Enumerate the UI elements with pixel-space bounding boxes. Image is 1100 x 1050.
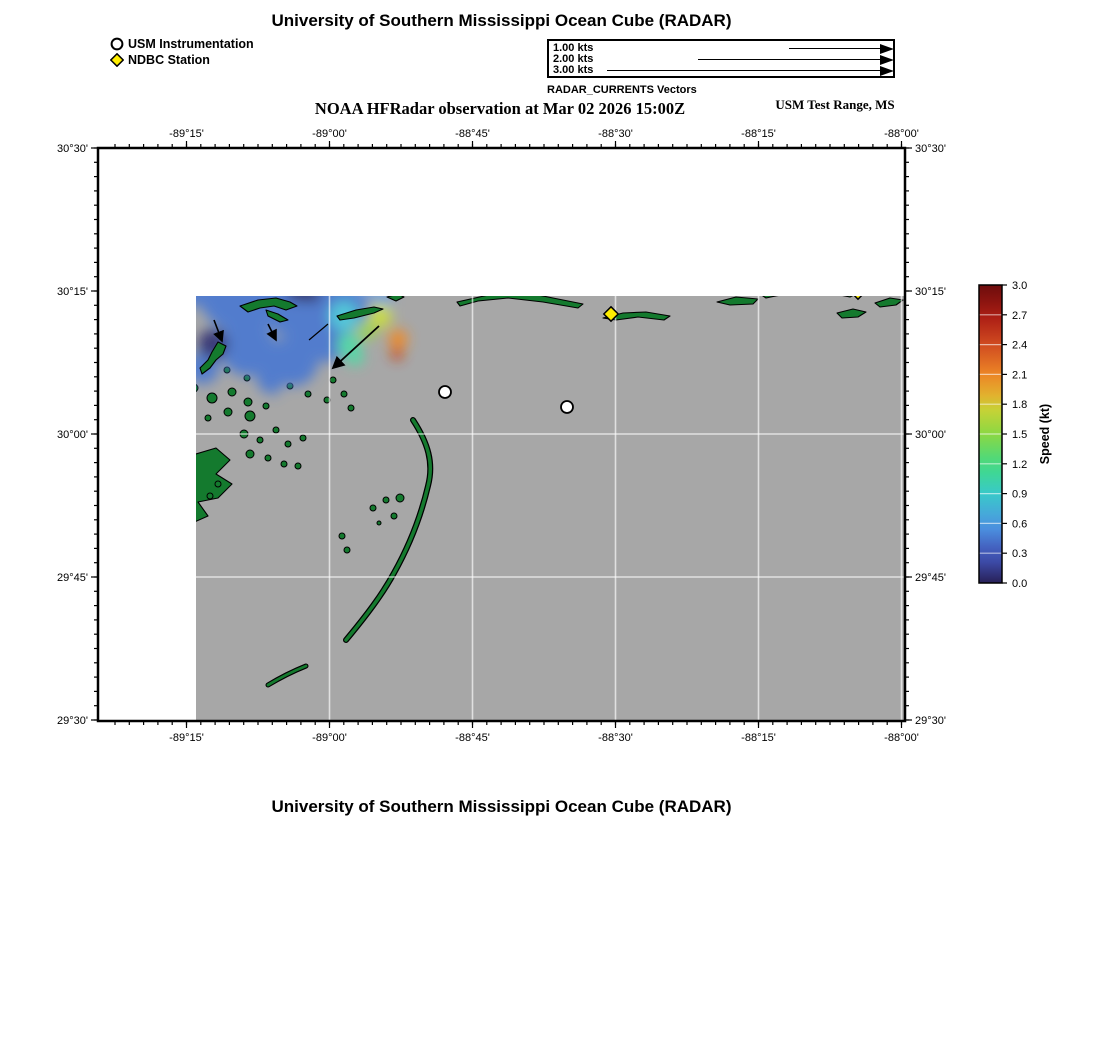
y-tick-label-right: 30°00' bbox=[915, 429, 946, 441]
speed-blob bbox=[269, 385, 279, 395]
y-tick-label-right: 29°45' bbox=[915, 572, 946, 584]
observation-subtitle: NOAA HFRadar observation at Mar 02 2026 15:00Z bbox=[314, 99, 686, 118]
y-tick-label-left: 29°30' bbox=[57, 715, 88, 727]
current-vector-arrow bbox=[158, 266, 187, 284]
speed-blob bbox=[237, 212, 289, 264]
speed-blob bbox=[391, 348, 403, 360]
current-vector-arrow bbox=[216, 262, 227, 273]
page-title: University of Southern Mississippi Ocean Cube (RADAR) bbox=[271, 11, 732, 30]
y-tick-label-right: 30°15' bbox=[915, 286, 946, 298]
legend-usm-label: USM Instrumentation bbox=[128, 37, 254, 51]
map-area bbox=[98, 148, 905, 721]
vector-scale-caption: RADAR_CURRENTS Vectors bbox=[547, 84, 697, 96]
footer-title: University of Southern Mississippi Ocean Cube (RADAR) bbox=[271, 797, 732, 816]
y-tick-label-left: 29°45' bbox=[57, 572, 88, 584]
colorbar-tick-label: 1.2 bbox=[1012, 458, 1028, 471]
colorbar-tick-label: 0.3 bbox=[1012, 548, 1028, 561]
y-tick-label-left: 30°30' bbox=[57, 143, 88, 155]
y-tick-label-left: 30°00' bbox=[57, 429, 88, 441]
colorbar-tick-label: 2.1 bbox=[1012, 369, 1028, 382]
speed-blob bbox=[104, 286, 148, 330]
coastal-spit-1 bbox=[395, 216, 432, 231]
x-tick-label-top: -88°00' bbox=[884, 128, 919, 140]
speed-blob bbox=[135, 315, 171, 351]
speed-blob bbox=[346, 348, 364, 366]
x-tick-label-top: -88°45' bbox=[455, 128, 490, 140]
vector-scale-label: 3.00 kts bbox=[553, 64, 594, 76]
y-tick-label-right: 29°30' bbox=[915, 715, 946, 727]
speed-blob bbox=[303, 285, 321, 303]
speed-blob bbox=[153, 226, 233, 306]
x-tick-label-bottom: -89°00' bbox=[312, 732, 347, 744]
region-label: USM Test Range, MS bbox=[775, 97, 895, 112]
speed-blob bbox=[330, 238, 370, 278]
x-tick-label-top: -88°30' bbox=[598, 128, 633, 140]
speed-blob bbox=[190, 215, 246, 271]
speed-blob bbox=[304, 254, 328, 278]
vector-scale-label: 2.00 kts bbox=[553, 53, 594, 65]
speed-blob bbox=[332, 267, 364, 299]
ndbc-station-marker bbox=[771, 281, 785, 295]
speed-blob bbox=[324, 227, 352, 255]
x-tick-label-top: -88°15' bbox=[741, 128, 776, 140]
y-tick-label-right: 30°30' bbox=[915, 143, 946, 155]
speed-blob bbox=[147, 317, 165, 335]
vector-scale-label: 1.00 kts bbox=[553, 42, 594, 54]
speed-blob bbox=[208, 238, 244, 274]
x-tick-label-bottom: -88°15' bbox=[741, 732, 776, 744]
speed-blob bbox=[388, 329, 408, 349]
current-vector-arrow bbox=[316, 269, 328, 291]
x-tick-label-top: -89°15' bbox=[169, 128, 204, 140]
colorbar-tick-label: 0.9 bbox=[1012, 488, 1028, 501]
speed-blob bbox=[351, 266, 381, 296]
speed-blob bbox=[246, 238, 286, 278]
x-tick-label-bottom: -89°15' bbox=[169, 732, 204, 744]
x-tick-label-top: -89°00' bbox=[312, 128, 347, 140]
colorbar-tick-label: 0.0 bbox=[1012, 578, 1028, 590]
colorbar-tick-label: 1.5 bbox=[1012, 429, 1028, 441]
x-tick-label-bottom: -88°30' bbox=[598, 732, 633, 744]
x-tick-label-bottom: -88°00' bbox=[884, 732, 919, 744]
usm-instrument-marker bbox=[277, 281, 289, 293]
speed-blob bbox=[125, 273, 155, 303]
colorbar-tick-label: 2.7 bbox=[1012, 309, 1028, 322]
speed-blob bbox=[233, 234, 259, 260]
speed-blob bbox=[263, 241, 279, 257]
speed-blob bbox=[298, 285, 312, 299]
ndbc-station-marker bbox=[135, 241, 149, 255]
colorbar-tick-label: 2.4 bbox=[1012, 339, 1028, 352]
mobile-east-shore bbox=[863, 148, 901, 210]
biloxi-marsh-south bbox=[98, 550, 154, 594]
colorbar-axis-label: Speed (kt) bbox=[1038, 403, 1052, 465]
y-tick-label-left: 30°15' bbox=[57, 286, 88, 298]
speed-blob bbox=[289, 248, 317, 276]
speed-blob bbox=[305, 245, 361, 301]
speed-blob bbox=[247, 241, 269, 263]
legend-ndbc-label: NDBC Station bbox=[128, 53, 210, 67]
colorbar-tick-label: 0.6 bbox=[1012, 518, 1028, 531]
speed-blob bbox=[345, 243, 365, 263]
current-vector-arrow bbox=[159, 322, 189, 329]
colorbar-tick-label: 1.8 bbox=[1012, 399, 1028, 412]
colorbar bbox=[979, 280, 1052, 590]
ndbc-station-marker bbox=[571, 218, 585, 232]
x-tick-label-bottom: -88°45' bbox=[455, 732, 490, 744]
usm-instrument-marker bbox=[439, 386, 451, 398]
mainland-north-shore bbox=[98, 148, 843, 282]
ndbc-station-marker bbox=[653, 224, 667, 238]
ndbc-station-marker bbox=[812, 252, 826, 266]
usm-instrument-marker bbox=[561, 401, 573, 413]
colorbar-tick-label: 3.0 bbox=[1012, 280, 1028, 292]
coastal-spit-2 bbox=[436, 224, 470, 237]
speed-blob bbox=[132, 237, 180, 285]
coastal-spit-3 bbox=[563, 238, 584, 249]
current-vector-arrow bbox=[266, 260, 278, 272]
speed-blob bbox=[284, 222, 332, 270]
